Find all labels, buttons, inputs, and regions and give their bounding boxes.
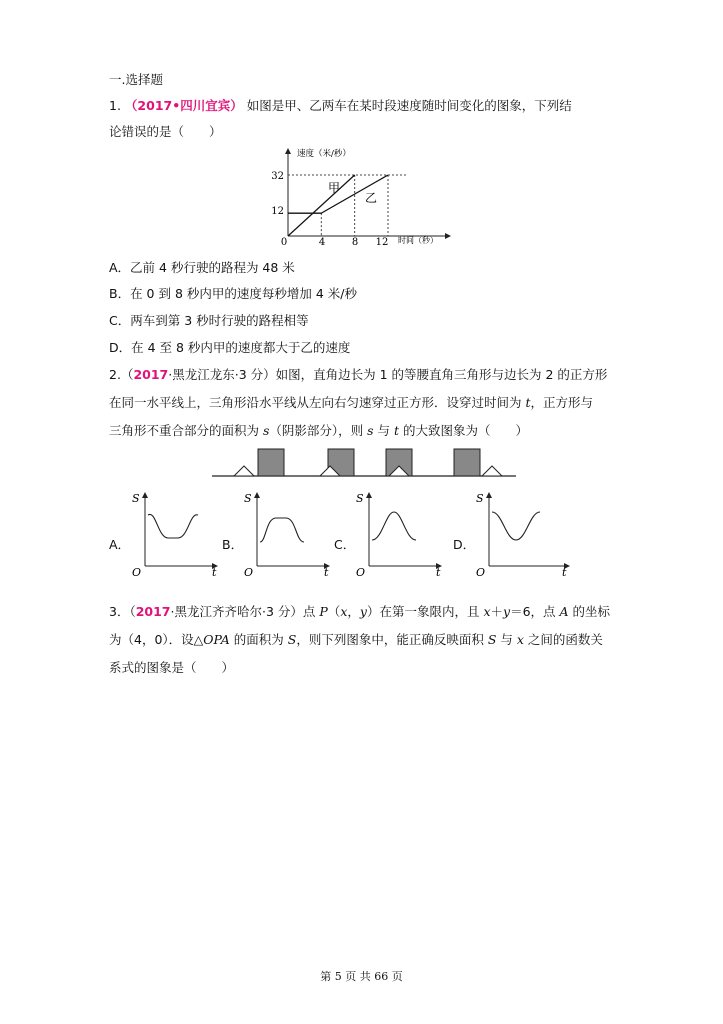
q2-a-axis-o: O (132, 566, 142, 579)
q3-s1i: ＋ (490, 604, 504, 619)
q2-d-curve (492, 512, 540, 540)
q1-stem-line1 (109, 96, 572, 114)
q3-s2g: 与 (496, 632, 517, 647)
q2-option-d-label: D． (453, 537, 476, 552)
q2-stem-3a: 三角形不重合部分的面积为 (109, 423, 263, 438)
q1-xlabel: 时间（秒） (398, 236, 438, 245)
q2-b-curve (260, 518, 304, 542)
q1-stem-2: 论错误的是（ ） (109, 124, 222, 139)
q3-var-x3: x (516, 632, 524, 647)
q2-option-c-label: C． (334, 537, 356, 552)
q2-number: 2. (109, 367, 121, 382)
q2-a-axis-t: t (212, 566, 217, 579)
q3-s1g: ）在第一象限内，且 (366, 604, 484, 619)
q2-b-axis-t: t (324, 566, 329, 579)
q1-source: （2017•四川宜宾） (124, 98, 243, 113)
q3-var-p: P (319, 604, 328, 619)
q1-option-c: C．两车到第 3 秒时行驶的路程相等 (109, 313, 309, 328)
q3-stem-line2 (109, 630, 603, 648)
q3-stem-line1 (109, 602, 610, 620)
q1-label-jia: 甲 (328, 181, 341, 195)
q2-stem-line3 (109, 421, 528, 439)
q3-source-pre: （ (129, 604, 136, 619)
q1-ylabel: 速度（米/秒） (297, 149, 351, 159)
q3-var-s: S (287, 632, 297, 647)
page-footer: 第 5 页 共 66 页 (320, 970, 403, 983)
q3-var-a: A (559, 604, 569, 619)
q2-stem-1: 如图，直角边长为 1 的等腰直角三角形与边长为 2 的正方形 (275, 367, 608, 382)
q2-source-pre: （ (120, 367, 134, 382)
q3-stem-3: 系式的图象是（ ） (109, 660, 235, 675)
q2-source-rest: ·黑龙江龙东·3 分） (168, 367, 276, 382)
q2-slide-diagram (212, 444, 516, 480)
q3-var-s2: S (487, 632, 497, 647)
q3-source-rest: ·黑龙江齐齐哈尔·3 分） (170, 604, 303, 619)
q3-s2a: 为（4，0）．设△ (109, 632, 204, 647)
q2-var-s: s (262, 423, 270, 438)
q3-var-y: y (359, 604, 367, 619)
q3-s1c: （ (327, 604, 341, 619)
q2-var-s2: s (367, 423, 374, 438)
q3-s2i: 之间的函数关 (523, 632, 603, 647)
q2-graph-c (352, 490, 444, 580)
q3-var-y2: y (503, 604, 511, 619)
q2-b-axis-s: S (244, 492, 252, 505)
q2-c-axis-s: S (356, 492, 364, 505)
q1-xtick-4: 4 (318, 237, 326, 248)
q3-number: 3． (109, 604, 130, 619)
q2-stem-3c: （阴影部分），则 (269, 423, 368, 438)
q2-graph-a (128, 490, 220, 580)
q2-c-curve (372, 512, 416, 540)
q2-stem-2c: ，正方形与 (530, 395, 594, 410)
q3-source-year: 2017 (135, 604, 171, 619)
q3-var-x: x (340, 604, 348, 619)
q1-stem-1: 如图是甲、乙两车在某时段速度随时间变化的图象，下列结 (246, 98, 572, 113)
q1-origin: 0 (280, 237, 288, 248)
q2-option-a-label: A． (109, 537, 131, 552)
q1-ytick-12: 12 (271, 206, 284, 217)
q1-speed-chart (270, 146, 460, 250)
q2-graph-b (240, 490, 332, 580)
q3-s1k: ＝6，点 (510, 604, 560, 619)
q2-c-axis-t: t (436, 566, 441, 579)
square-stage-4 (454, 449, 480, 476)
q2-d-axis-o: O (476, 566, 486, 579)
q2-stem-line2 (109, 393, 593, 411)
q1-option-a: A．乙前 4 秒行驶的路程为 48 米 (109, 260, 295, 275)
q2-d-axis-s: S (476, 492, 484, 505)
q3-s2c: 的面积为 (229, 632, 288, 647)
q1-xtick-8: 8 (351, 237, 359, 248)
q1-xtick-12: 12 (375, 237, 389, 248)
q3-s2e: ，则下列图象中，能正确反映面积 (296, 632, 488, 647)
q2-var-t2: t (394, 423, 400, 438)
section-title: 一.选择题 (109, 72, 163, 87)
triangle-stage-1 (234, 466, 254, 476)
q2-option-b-label: B． (222, 537, 244, 552)
q2-d-axis-t: t (562, 566, 567, 579)
q1-option-d: D．在 4 至 8 秒内甲的速度都大于乙的速度 (109, 340, 351, 355)
q3-s1e: ， (347, 604, 360, 619)
triangle-stage-4 (482, 466, 502, 476)
q1-number: 1. (109, 98, 121, 113)
q2-graph-d (472, 490, 572, 580)
q2-var-t: t (525, 395, 531, 410)
q1-option-b: B．在 0 到 8 秒内甲的速度每秒增加 4 米/秒 (109, 286, 357, 301)
square-stage-1 (258, 449, 284, 476)
q1-label-yi: 乙 (365, 191, 378, 205)
q3-s1m: 的坐标 (568, 604, 611, 619)
q2-a-axis-s: S (132, 492, 140, 505)
q2-c-axis-o: O (356, 566, 366, 579)
q3-s1a: 点 (302, 604, 320, 619)
q2-source-year: 2017 (133, 367, 169, 382)
q2-stem-2a: 在同一水平线上，三角形沿水平线从左向右匀速穿过正方形．设穿过时间为 (109, 395, 526, 410)
q2-stem-3g: 的大致图象为（ ） (399, 423, 529, 438)
q2-b-axis-o: O (244, 566, 254, 579)
q2-a-curve (148, 514, 198, 538)
q3-var-x2: x (483, 604, 491, 619)
q2-stem-line1 (109, 365, 607, 383)
q3-var-opa: OPA (203, 632, 230, 647)
q2-stem-3e: 与 (373, 423, 395, 438)
q1-ytick-32: 32 (271, 171, 284, 182)
